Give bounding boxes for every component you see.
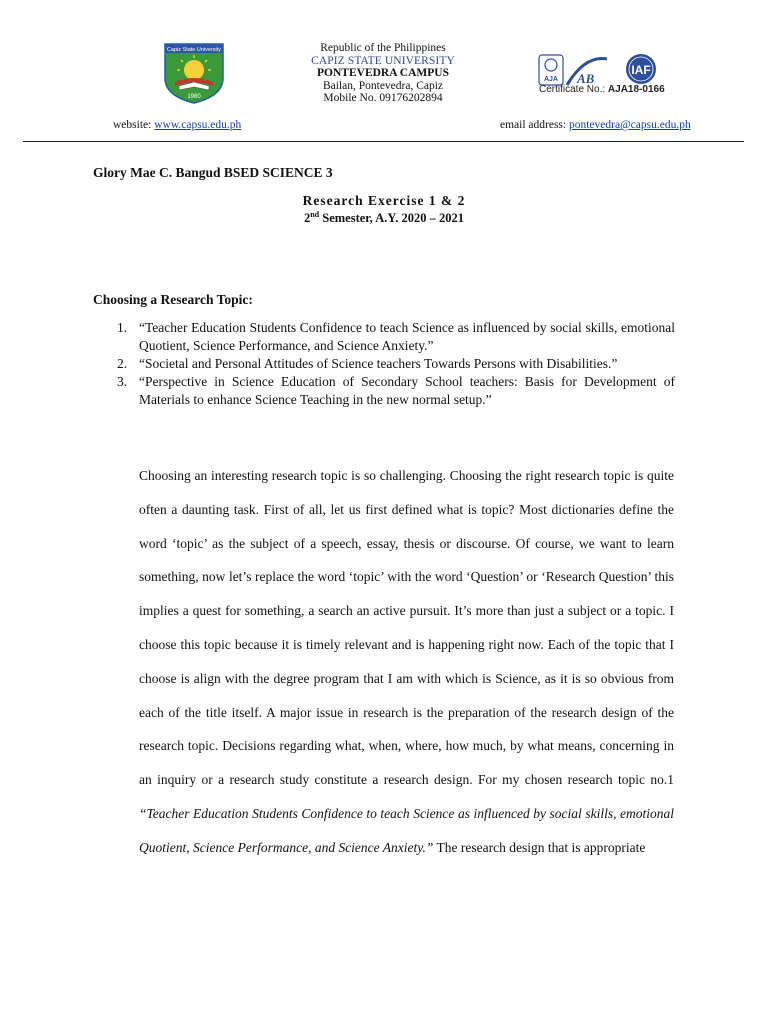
- svg-text:AJA: AJA: [543, 76, 559, 83]
- document-title: Research Exercise 1 & 2: [302, 193, 466, 208]
- list-item: 2. “Societal and Personal Attitudes of Science teachers Towards Persons with Disabilities.”: [93, 355, 675, 373]
- republic-line: Republic of the Philippines: [320, 42, 446, 54]
- svg-text:1980: 1980: [187, 94, 201, 100]
- website-line: website: www.capsu.edu.ph: [113, 119, 242, 131]
- italic-topic-quote: “Teacher Education Students Confidence to teach Science as influenced by social skills, emotional Quotient, Science Performance, and Science Anxiety.”: [139, 805, 674, 855]
- list-item: 3. “Perspective in Science Education of Secondary School teachers: Basis for Development of Materials to enhance Science Teaching in the new normal setup.”: [117, 374, 675, 407]
- email-line: email address: pontevedra@capsu.edu.ph: [500, 119, 691, 131]
- body-paragraph: Choosing an interesting research topic is so challenging. Choosing the right research topic is quite often a daunting task. First of all, let us first defined what is topic? Most dictionaries define the word ‘topic’ as the subject of a speech, essay, thesis or discourse. Of course, we want to learn something, now let’s replace the word ‘topic’ with the word ‘Question’ or ‘Research Question’ this implies a quest for something, a search an active pursuit. It’s more than just a subject or a topic. I choose this topic because it is timely relevant and is happening right now. Each of the topic that I choose is align with the degree program that I am with which is Science, as it is so obvious from each of the title itself. A major issue in research is the preparation of the research design of the research topic. Decisions regarding what, when, where, how much, by what means, concerning in an inquiry or a research study constitute a research design. For my chosen research topic no.1 “Teacher Education Students Confidence to teach Science as influenced by social skills, emotional Quotient, Science Performance, and Science Anxiety.” The research design that is appropriate: [139, 468, 674, 855]
- topic-text: “Teacher Education Students Confidence to teach Science as influenced by social skills, emotional Quotient, Science Performance, and Science Anxiety.”: [139, 320, 675, 353]
- author-line: Glory Mae C. Bangud BSED SCIENCE 3: [93, 165, 333, 180]
- header-divider: [23, 141, 744, 142]
- institution-header: [283, 42, 483, 105]
- semester-line: 2nd Semester, A.Y. 2020 – 2021: [303, 210, 465, 226]
- website-link[interactable]: www.capsu.edu.ph: [154, 119, 242, 131]
- svg-text:AB: AB: [577, 71, 595, 86]
- campus-name: PONTEVEDRA CAMPUS: [317, 67, 449, 79]
- topic-list: [93, 319, 675, 409]
- university-name: CAPIZ STATE UNIVERSITY: [311, 54, 455, 67]
- topic-text: “Societal and Personal Attitudes of Science teachers Towards Persons with Disabilities.”: [139, 356, 618, 371]
- email-link[interactable]: pontevedra@capsu.edu.ph: [568, 119, 691, 131]
- university-seal-logo: [161, 42, 227, 104]
- topic-text: “Perspective in Science Education of Secondary School teachers: Basis for Development of Materials to enhance Science Teaching in the new normal setup.”: [139, 374, 675, 407]
- svg-text:Capiz State University: Capiz State University: [166, 47, 222, 53]
- svg-text:IAF: IAF: [631, 63, 651, 77]
- address-line: Bailan, Pontevedra, Capiz: [322, 79, 444, 92]
- list-item: 1. “Teacher Education Students Confidence to teach Science as influenced by social skills, emotional Quotient, Science Performance, and Science Anxiety.”: [117, 320, 675, 353]
- mobile-line: Mobile No. 09176202894: [323, 92, 443, 104]
- certificate-number: Certificate No.: AJA18-0166: [539, 84, 665, 95]
- section-heading: Choosing a Research Topic:: [93, 292, 253, 307]
